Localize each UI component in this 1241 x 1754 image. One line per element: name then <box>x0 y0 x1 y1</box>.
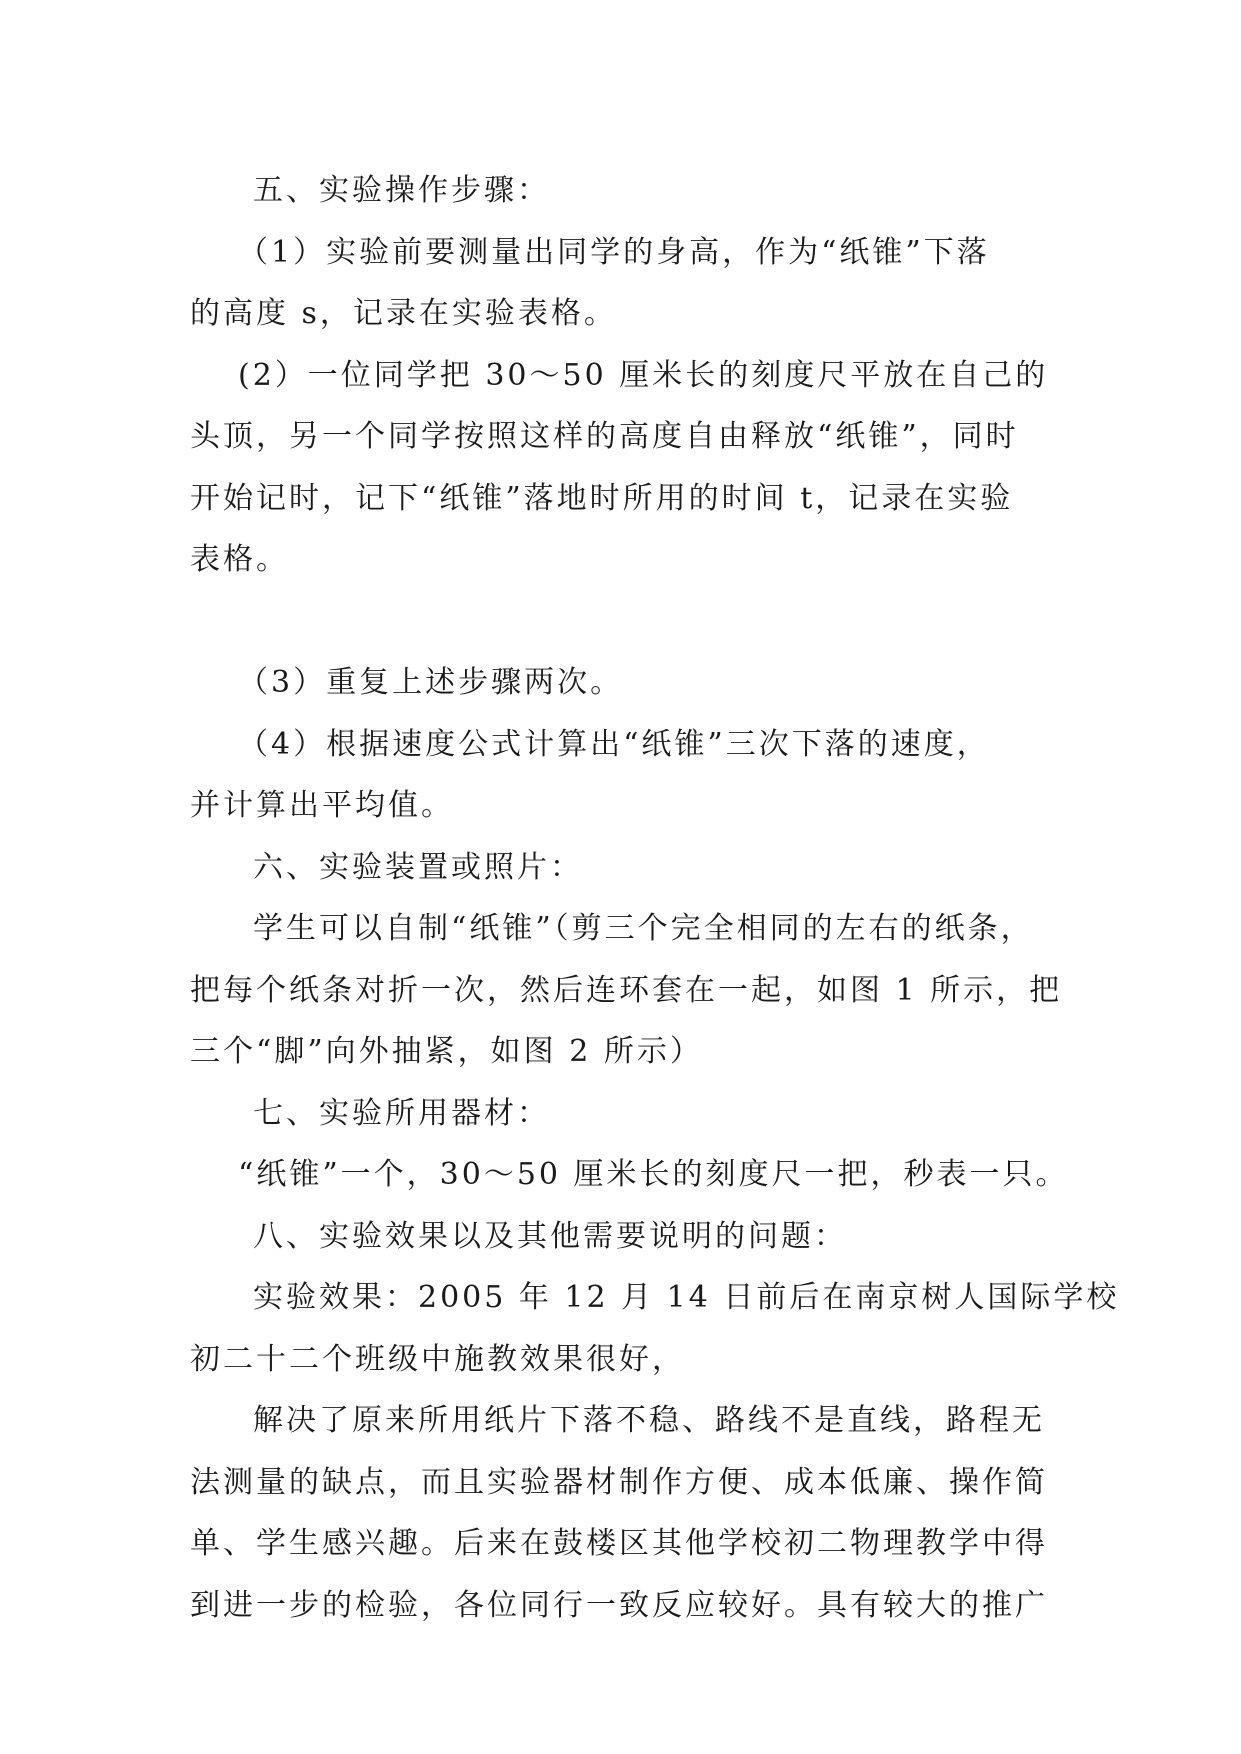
paragraph-line: 实验效果：2005 年 12 月 14 日前后在南京树人国际学校 <box>253 1280 1120 1315</box>
paragraph-line: (2）一位同学把 30～50 厘米长的刻度尺平放在自己的 <box>238 357 1049 393</box>
paragraph-line: 到进一步的检验，各位同行一致反应较好。具有较大的推广 <box>190 1587 1048 1623</box>
paragraph-line: （1）实验前要测量出同学的身高，作为“纸锥”下落 <box>238 234 990 270</box>
paragraph-line: 并计算出平均值。 <box>190 788 454 823</box>
section-heading-steps: 五、实验操作步骤： <box>253 173 550 208</box>
section-heading-equipment: 七、实验所用器材： <box>253 1095 550 1131</box>
paragraph-line: “纸锥”一个，30～50 厘米长的刻度尺一把，秒表一只。 <box>238 1157 1069 1192</box>
paragraph-line: 的高度 s，记录在实验表格。 <box>190 296 617 331</box>
paragraph-line: 学生可以自制“纸锥”（剪三个完全相同的左右的纸条， <box>253 911 1034 946</box>
paragraph-line: （3）重复上述步骤两次。 <box>238 665 624 700</box>
paragraph-line: 开始记时，记下“纸锥”落地时所用的时间 t，记录在实验 <box>190 480 1014 516</box>
paragraph-line: 头顶，另一个同学按照这样的高度自由释放“纸锥”，同时 <box>190 419 1019 454</box>
section-heading-results: 八、实验效果以及其他需要说明的问题： <box>253 1218 847 1254</box>
paragraph-line: 把每个纸条对折一次，然后连环套在一起，如图 1 所示，把 <box>190 972 1063 1008</box>
paragraph-line: 表格。 <box>190 542 289 577</box>
blank-gap <box>190 591 1060 653</box>
paragraph-line: 初二十二个班级中施教效果很好， <box>190 1341 685 1377</box>
paragraph-line: 法测量的缺点，而且实验器材制作方便、成本低廉、操作简 <box>190 1464 1048 1500</box>
paragraph-line: 三个“脚”向外抽紧，如图 2 所示） <box>190 1034 703 1069</box>
section-heading-apparatus: 六、实验装置或照片： <box>253 849 583 885</box>
document-page <box>190 160 1120 1636</box>
paragraph-line: 解决了原来所用纸片下落不稳、路线不是直线，路程无 <box>253 1403 1045 1438</box>
paragraph-line: （4）根据速度公式计算出“纸锥”三次下落的速度， <box>238 726 990 762</box>
paragraph-line: 单、学生感兴趣。后来在鼓楼区其他学校初二物理教学中得 <box>190 1526 1048 1561</box>
